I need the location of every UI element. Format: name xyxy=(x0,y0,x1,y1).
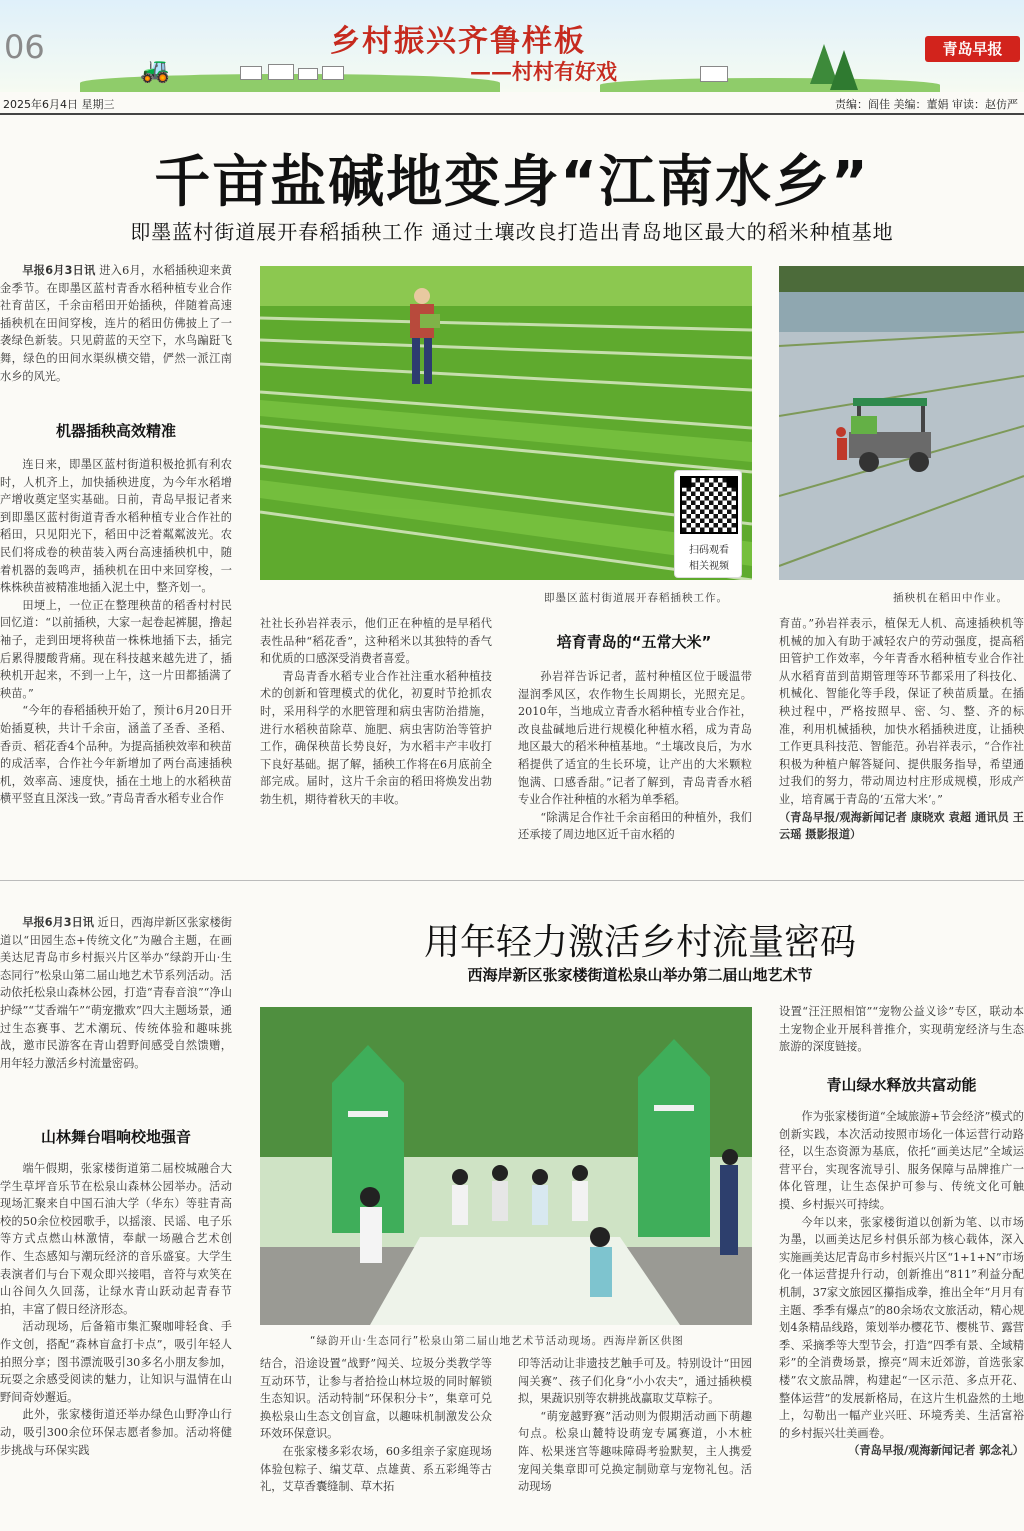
story1-paragraph: 连日来，即墨区蓝村街道积极抢抓有利农时，人机齐上，加快插秧进度，为今年水稻增产增收奠定坚实基础。日前，青岛早报记者来到即墨区蓝村街道青香水稻种植专业合作社的稻田，只见阳光下，稻田中泛着粼粼波光。农民们将成卷的秧苗装入两台高速插秧机中，随着机器的轰鸣声，插秧机在田中来回穿梭，一株株秧苗被精准地插入泥土中，整齐划一。 xyxy=(0,458,232,595)
story2-column-1b xyxy=(0,1160,232,1526)
house-icon xyxy=(240,66,262,80)
story1-column-1b xyxy=(0,456,232,864)
story2-paragraph: 结合，沿途设置“战野”闯关、垃圾分类教学等互动环节，让参与者拾捡山林垃圾的同时解锁生态知识。活动特制“环保积分卡”，集章可兑换松泉山生态文创盲盒，以趣味机制激发公众环效环保意识。 xyxy=(260,1357,492,1441)
story1-paragraph: “今年的春稻插秧开始了，预计6月20日开始插夏秧，共计千余亩，涵盖了圣香、圣稻、香贡、稻花香4个品种。为提高插秧效率和秧苗的成活率，合作社今年新增加了两台高速插秧机，效率高、速度快，插在土地上的水稻秧苗横平竖直且深浅一致。”青岛青香水稻专业合作 xyxy=(0,704,232,806)
story2-section1-heading: 山林舞台唱响校地强音 xyxy=(40,1128,191,1146)
video-qr-code[interactable] xyxy=(674,470,742,578)
story1-paragraph: 田埂上，一位正在整理秧苗的稻香村村民回忆道：“以前插秧，大家一起卷起裤腿，撸起袖子，走到田埂将秧苗一株株地插下去，插完后累得腰酸背痛。现在科技越来越先进了，插秧机开起来，不到一上午，这一片田都插满了秧苗。” xyxy=(0,598,232,700)
story2-column-2 xyxy=(260,1355,492,1527)
story2-paragraph: 活动现场，后备箱市集汇聚咖啡轻食、手作文创，搭配“森林盲盒打卡点”，吸引年轻人拍照分享；图书漂流吸引30多名小朋友参加，玩耍之余感受阅读的魅力，让知识与温情在山野间奇妙邂逅。 xyxy=(0,1320,232,1404)
photo2-caption: 插秧机在稻田中作业。 xyxy=(893,592,1008,604)
transplanter-illustration xyxy=(779,266,1024,580)
story1-paragraph: 育苗。”孙岩祥表示，植保无人机、高速插秧机等机械的加入有助于减轻农户的劳动强度，提高稻田管护工作效率，今年青香水稻种植专业合作社从水稻育苗到苗期管理等环节都采用了科技化、机械化、智能化等手段，保证了秧苗质量。在插秧过程中，严格按照早、密、匀、整、齐的标准，利用机械插秧，加快水稻插秧进度，让插秧工作更具科技范、智能范。孙岩祥表示，“合作社积极为种植户解答疑问、提供服务指导，希望通过我们的努力，带动周边村庄形成规模，形成产业，培育属于青岛的‘五常大米’。” xyxy=(779,617,1024,806)
story2-lead: 近日，西海岸新区张家楼街道以“田园生态+传统文化”为融合主题，在画美达尼青岛市乡村振兴片区举办“绿韵开山·生态同行”松泉山第二届山地艺术节系列活动。活动依托松泉山森林公园，打造“青春音浪”“净山护绿”“艾香端午”“萌宠撒欢”四大主题场景，通过生态赛事、艺术潮玩、传统体验和趣味挑战，邀市民游客在青山碧野间感受自然馈赠，用年轻力激活乡村流量密码。 xyxy=(0,916,232,1070)
story2-paragraph: 此外，张家楼街道还举办绿色山野净山行动，吸引300余位环保志愿者参加。活动将健步挑战与环保实践 xyxy=(0,1408,232,1457)
story1-dateline: 早报6月3日讯 xyxy=(22,264,96,277)
story2-section2-heading: 青山绿水释放共富动能 xyxy=(826,1076,977,1094)
banner-title: 乡村振兴齐鲁样板 xyxy=(330,24,586,59)
banner-subtitle: ——村村有好戏 xyxy=(470,59,617,84)
story2-paragraph: 端午假期，张家楼街道第二届校城融合大学生草坪音乐节在松泉山森林公园举办。活动现场汇聚来自中国石油大学（华东）等驻青高校的50余位校园歌手，以摇滚、民谣、电子乐等方式点燃山林激情，奉献一场融合艺术创作、生态感知与潮玩经济的音乐盛宴。大学生表演者们与台下观众即兴接唱，音符与欢笑在山谷间久久回荡，让绿水青山跃动起青春节拍，丰富了假日经济形态。 xyxy=(0,1162,232,1316)
story2-dateline: 早报6月3日讯 xyxy=(22,916,94,929)
transplanter-photo xyxy=(779,266,1024,580)
photo3-caption: “绿韵开山·生态同行”松泉山第二届山地艺术节活动现场。西海岸新区供图 xyxy=(310,1335,684,1347)
qr-label-line1: 扫码观看 xyxy=(689,545,729,556)
photo1-caption: 即墨区蓝村街道展开春稻插秧工作。 xyxy=(544,592,728,604)
house-icon xyxy=(298,68,318,80)
story1-column-1 xyxy=(0,262,232,412)
story1-byline: （青岛早报/观海新闻记者 康晓欢 袁超 通讯员 王云瑶 摄影报道） xyxy=(779,810,1024,842)
header-rule xyxy=(0,113,1024,115)
story2-paragraph: 作为张家楼街道“全域旅游+节会经济”模式的创新实践，本次活动按照市场化一体运营行动路径，以生态资源为基底，依托“画美达尼”全域运营平台，实现客流导引、服务保障与品牌推广一体化管理，让生态保护可参与、传统文化可触摸、乡村振兴可持续。 xyxy=(779,1110,1024,1211)
page-number: 06 xyxy=(4,28,45,66)
story1-column-2 xyxy=(260,615,492,865)
story1-column-3 xyxy=(518,668,752,864)
story2-column-1 xyxy=(0,914,232,1110)
story1-column-4 xyxy=(779,615,1024,865)
qr-code-icon xyxy=(680,476,738,534)
editor-credits: 责编：阎佳 美编：董娟 审读：赵仿严 xyxy=(835,98,1018,111)
story2-paragraph: 设置“汪汪照相馆”“宠物公益义诊”专区，联动本土宠物企业开展科普推介，实现萌宠经济与生态旅游的深度链接。 xyxy=(779,1005,1024,1054)
story2-paragraph: “萌宠越野赛”活动则为假期活动画下萌趣句点。松泉山麓特设萌宠专属赛道，小木桩阵、松果迷宫等趣味障碍考验默契，主人携爱宠闯关集章即可兑换定制勋章与宠物礼包。活动现场 xyxy=(518,1409,752,1494)
house-icon xyxy=(700,66,728,82)
story2-byline: （青岛早报/观海新闻记者 郭念礼） xyxy=(848,1444,1024,1458)
story1-section2-heading: 培育青岛的“五常大米” xyxy=(556,633,712,651)
story2-paragraph: 在张家楼多彩农场，60多组亲子家庭现场体验包粽子、编艾草、点雄黄、系五彩绳等古礼，艾草香囊缝制、草木拓 xyxy=(260,1444,492,1494)
story1-subheadline: 即墨蓝村街道展开春稻插秧工作 通过土壤改良打造出青岛地区最大的稻米种植基地 xyxy=(130,220,894,244)
newspaper-logo: 青岛早报 xyxy=(925,36,1020,62)
tractor-icon: 🚜 xyxy=(140,56,170,84)
story2-paragraph: 今年以来，张家楼街道以创新为笔、以市场为墨，以画美达尼乡村俱乐部为核心载体，深入实施画美达尼青岛市乡村振兴片区“1+1+N”市场化一体运营提升行动，创新推出“811”利益分配机制，37家文旅园区攥指成拳，推出全年“月月有主题、季季有爆点”的80余场农文旅活动，精心规划4条精品线路，策划举办樱花节、樱桃节、露营季、采摘季等大型节会，打造“四季有景、全域精彩”的全消费场景，擦亮“周末近郊游，首选张家楼”农文旅品牌，构建起“一区示范、多点开花、整体运营”的发展新格局，在这片生机盎然的土地上，勾勒出一幅产业兴旺、环境秀美、生活富裕的乡村振兴壮美画卷。 xyxy=(779,1215,1024,1440)
story2-column-3 xyxy=(518,1355,752,1527)
page-banner xyxy=(0,0,1024,92)
story2-paragraph: 印等活动让非遗技艺触手可及。特别设计“田园闯关赛”、孩子们化身“小小农夫”，通过插秧模拟，果蔬识别等农耕挑战赢取艾草粽子。 xyxy=(518,1357,752,1406)
story1-paragraph: 青岛青香水稻专业合作社注重水稻种植技术的创新和管理模式的优化，初夏时节抢抓农时，采用科学的水肥管理和病虫害防治措施，进行水稻秧苗除草、施肥、病虫害防治等管护工作，确保秧苗长势良好，为水稻丰产丰收打下良好基础。据了解，插秧工作将在6月底前全部完成。届时，这片千余亩的稻田将焕发出勃勃生机，期待着秋天的丰收。 xyxy=(260,669,492,806)
green-arch-right xyxy=(638,1039,710,1237)
story2-column-4b xyxy=(779,1108,1024,1528)
house-icon xyxy=(268,64,294,80)
story2-subheadline: 西海岸新区张家楼街道松泉山举办第二届山地艺术节 xyxy=(467,966,813,984)
story1-paragraph: “除满足合作社千余亩稻田的种植外，我们还承接了周边地区近千亩水稻的 xyxy=(518,810,752,842)
story1-lead: 进入6月，水稻插秧迎来黄金季节。在即墨区蓝村青香水稻种植专业合作社育苗区，千余亩稻田开始插秧，伴随着高速插秧机在田间穿梭，连片的稻田仿佛披上了一袭绿色新装。只见蔚蓝的天空下，水鸟蹁跹飞舞，绿色的田间水渠纵横交错，俨然一派江南水乡的风光。 xyxy=(0,264,232,383)
story2-column-4 xyxy=(779,1003,1024,1061)
banner-hill xyxy=(600,78,940,92)
festival-illustration xyxy=(260,1007,752,1325)
story1-paragraph: 社社长孙岩祥表示，他们正在种植的是早稻代表性品种“稻花香”，这种稻米以其独特的香气和优质的口感深受消费者喜爱。 xyxy=(260,617,492,666)
issue-date: 2025年6月4日 星期三 xyxy=(3,98,115,111)
story1-headline: 千亩盐碱地变身“江南水乡” xyxy=(154,150,870,215)
tree-icon xyxy=(830,50,858,90)
qr-label-line2: 相关视频 xyxy=(689,561,729,572)
story2-headline: 用年轻力激活乡村流量密码 xyxy=(423,922,856,963)
story1-section1-heading: 机器插秧高效精准 xyxy=(55,422,176,440)
story-divider xyxy=(0,880,1024,881)
art-festival-photo xyxy=(260,1007,752,1325)
house-icon xyxy=(322,66,344,80)
story1-paragraph: 孙岩祥告诉记者，蓝村种植区位于暖温带湿润季风区，农作物生长周期长，光照充足。2010年，当地成立青香水稻种植专业合作社，改良盐碱地后进行规模化种植水稻，成为青岛地区最大的稻米种植基地。“土壤改良后，为水稻提供了适宜的生长环境，让产出的大米颗粒饱满、口感香甜。”记者了解到，青岛青香水稻专业合作社种植的水稻为单季稻。 xyxy=(518,670,752,807)
